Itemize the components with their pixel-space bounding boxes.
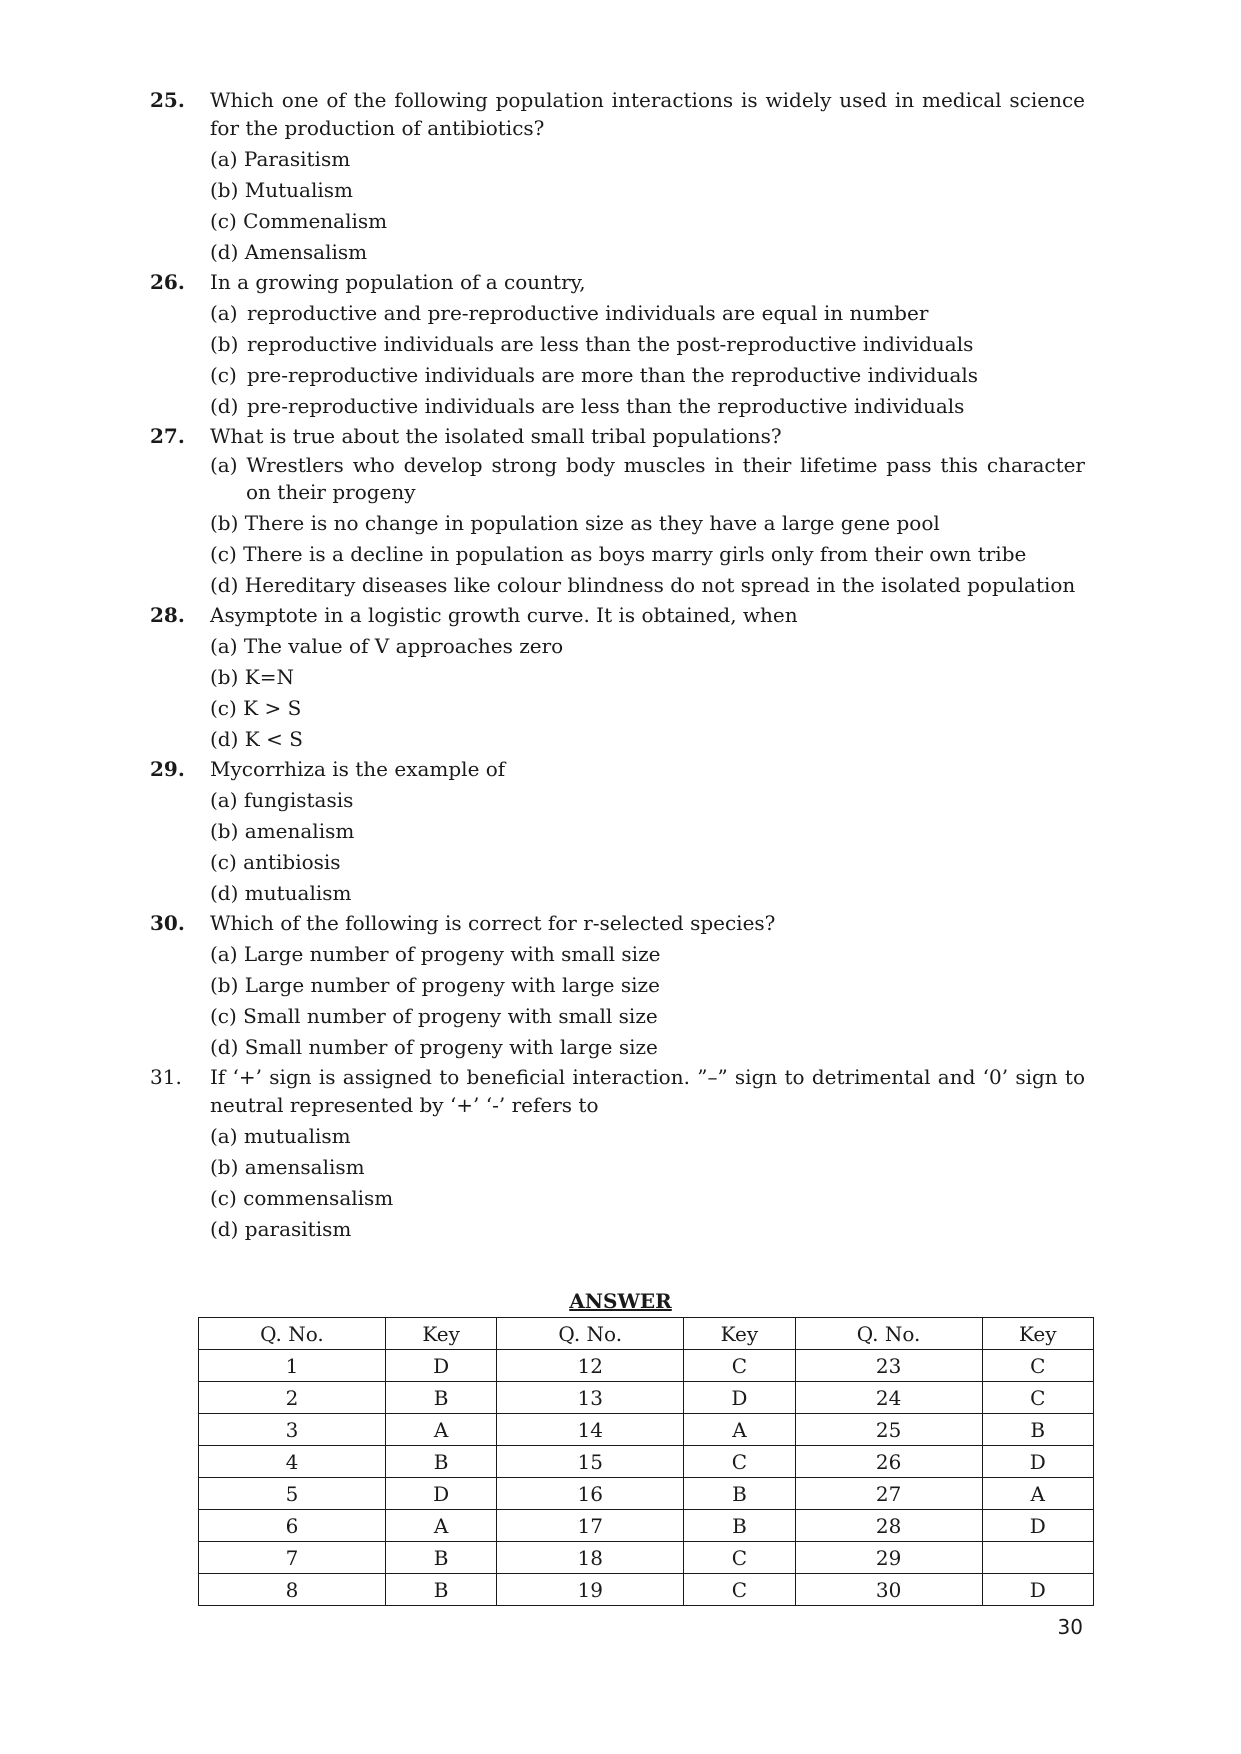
table-cell: 3 [199, 1414, 386, 1446]
option-d: (d) Small number of progeny with large size [210, 1035, 658, 1059]
option-c: (c) pre-reproductive individuals are more than the reproductive individuals [210, 363, 979, 387]
table-row [199, 1478, 1094, 1510]
table-cell [982, 1542, 1093, 1574]
option-d: (d) pre-reproductive individuals are less than the reproductive individuals [210, 394, 965, 418]
option-c: (c) K > S [210, 696, 302, 720]
table-cell: 6 [199, 1510, 386, 1542]
table-cell: 30 [795, 1574, 982, 1606]
table-cell: 8 [199, 1574, 386, 1606]
table-cell: 24 [795, 1382, 982, 1414]
answer-key-table [198, 1317, 1094, 1606]
column-header: Key [684, 1318, 795, 1350]
table-cell: 4 [199, 1446, 386, 1478]
table-header-row [199, 1318, 1094, 1350]
table-cell: C [684, 1446, 795, 1478]
question-28 [150, 601, 1085, 755]
question-number: 27. [150, 424, 185, 448]
option-d: (d) mutualism [210, 881, 352, 905]
option-d: (d) K < S [210, 727, 303, 751]
table-cell: 29 [795, 1542, 982, 1574]
table-cell: D [684, 1382, 795, 1414]
column-header: Key [982, 1318, 1093, 1350]
table-cell: B [385, 1446, 496, 1478]
question-25 [150, 86, 1085, 268]
option-b: (b) Large number of progeny with large size [210, 973, 660, 997]
table-cell: D [982, 1446, 1093, 1478]
question-31 [150, 1063, 1085, 1245]
table-cell: D [385, 1478, 496, 1510]
table-cell: 5 [199, 1478, 386, 1510]
option-d: (d) parasitism [210, 1217, 352, 1241]
question-26 [150, 268, 1085, 422]
option-b: (b) amenalism [210, 819, 355, 843]
option-b: (b) K=N [210, 665, 294, 689]
table-cell: B [385, 1542, 496, 1574]
table-cell: A [982, 1478, 1093, 1510]
table-cell: B [684, 1510, 795, 1542]
table-cell: 26 [795, 1446, 982, 1478]
table-cell: 19 [497, 1574, 684, 1606]
table-cell: 27 [795, 1478, 982, 1510]
table-row [199, 1350, 1094, 1382]
option-a: (a) Large number of progeny with small size [210, 942, 661, 966]
question-number: 29. [150, 757, 185, 781]
question-text: Which one of the following population interactions is widely used in medical science for the production of antibiotics? [210, 88, 1085, 140]
option-c: (c) Small number of progeny with small size [210, 1004, 658, 1028]
table-cell: 12 [497, 1350, 684, 1382]
table-cell: 23 [795, 1350, 982, 1382]
table-cell: D [982, 1510, 1093, 1542]
table-cell: C [684, 1574, 795, 1606]
table-cell: 14 [497, 1414, 684, 1446]
question-number: 31. [150, 1065, 182, 1089]
table-row [199, 1510, 1094, 1542]
option-a: (a) Parasitism [210, 147, 351, 171]
question-number: 30. [150, 911, 185, 935]
option-b: (b) There is no change in population size as they have a large gene pool [210, 511, 940, 535]
table-cell: 16 [497, 1478, 684, 1510]
table-row [199, 1542, 1094, 1574]
table-cell: B [385, 1382, 496, 1414]
table-cell: B [684, 1478, 795, 1510]
option-c: (c) commensalism [210, 1186, 394, 1210]
question-number: 25. [150, 88, 185, 112]
column-header: Q. No. [199, 1318, 386, 1350]
option-c: (c) antibiosis [210, 850, 341, 874]
table-cell: 7 [199, 1542, 386, 1574]
table-cell: D [982, 1574, 1093, 1606]
question-text: Asymptote in a logistic growth curve. It is obtained, when [210, 603, 798, 627]
column-header: Q. No. [795, 1318, 982, 1350]
table-cell: 28 [795, 1510, 982, 1542]
table-row [199, 1414, 1094, 1446]
table-cell: C [982, 1350, 1093, 1382]
table-cell: 1 [199, 1350, 386, 1382]
table-cell: C [684, 1350, 795, 1382]
option-a: (a) Wrestlers who develop strong body muscles in their lifetime pass this character on their progeny [210, 453, 1085, 504]
column-header: Key [385, 1318, 496, 1350]
question-30 [150, 909, 1085, 1063]
question-27 [150, 422, 1085, 601]
option-d: (d) Amensalism [210, 240, 368, 264]
page-number: 30 [1057, 1615, 1083, 1639]
option-d: (d) Hereditary diseases like colour blindness do not spread in the isolated population [210, 573, 1076, 597]
option-c: (c) Commenalism [210, 209, 388, 233]
question-text: Mycorrhiza is the example of [210, 757, 506, 781]
answer-heading: ANSWER [569, 1289, 672, 1313]
table-cell: 18 [497, 1542, 684, 1574]
table-cell: B [385, 1574, 496, 1606]
option-b: (b) amensalism [210, 1155, 365, 1179]
question-29 [150, 755, 1085, 909]
option-c: (c) There is a decline in population as boys marry girls only from their own tribe [210, 542, 1027, 566]
question-number: 26. [150, 270, 185, 294]
table-cell: C [982, 1382, 1093, 1414]
table-cell: 13 [497, 1382, 684, 1414]
question-list [150, 86, 1085, 1245]
question-number: 28. [150, 603, 185, 627]
option-a: (a) reproductive and pre-reproductive individuals are equal in number [210, 301, 929, 325]
question-text: What is true about the isolated small tribal populations? [210, 424, 782, 448]
table-row [199, 1574, 1094, 1606]
table-cell: B [982, 1414, 1093, 1446]
question-text: In a growing population of a country, [210, 270, 586, 294]
option-a: (a) fungistasis [210, 788, 354, 812]
option-b: (b) reproductive individuals are less than the post-reproductive individuals [210, 332, 974, 356]
table-cell: A [684, 1414, 795, 1446]
column-header: Q. No. [497, 1318, 684, 1350]
table-row [199, 1446, 1094, 1478]
table-cell: 15 [497, 1446, 684, 1478]
table-row [199, 1382, 1094, 1414]
option-a: (a) The value of V approaches zero [210, 634, 564, 658]
option-b: (b) Mutualism [210, 178, 354, 202]
table-cell: D [385, 1350, 496, 1382]
question-text: Which of the following is correct for r-selected species? [210, 911, 776, 935]
table-cell: 25 [795, 1414, 982, 1446]
table-cell: A [385, 1414, 496, 1446]
table-cell: 17 [497, 1510, 684, 1542]
table-cell: 2 [199, 1382, 386, 1414]
table-cell: A [385, 1510, 496, 1542]
option-a: (a) mutualism [210, 1124, 351, 1148]
question-text: If ‘+’ sign is assigned to beneficial interaction. ”–” sign to detrimental and ‘0’ sign to neutral represented by ‘+’ ‘-’ refers to [210, 1065, 1085, 1117]
table-cell: C [684, 1542, 795, 1574]
